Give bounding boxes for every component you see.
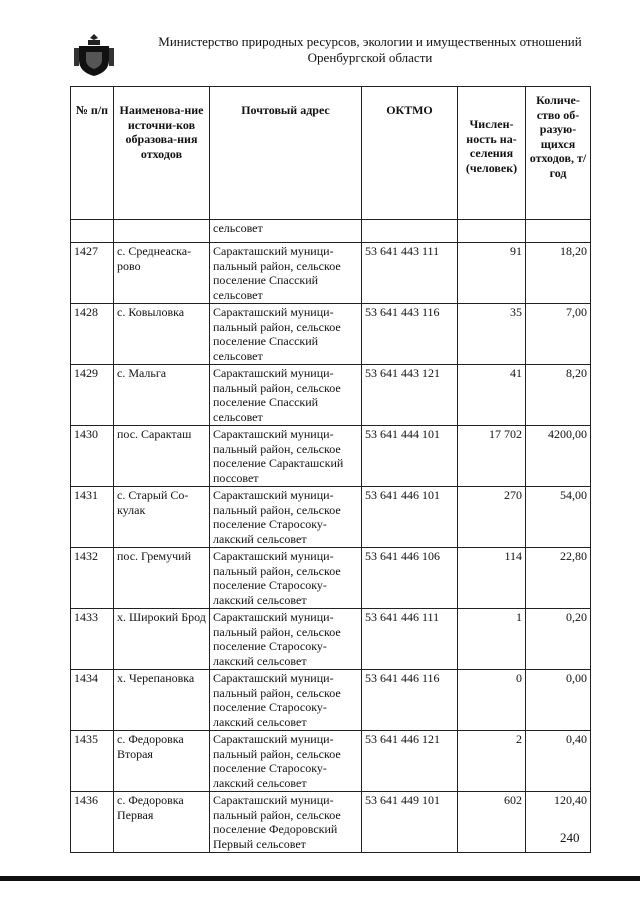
cell-address: Саракташский муници-пальный район, сельское поселение Старосоку-лакский сельсовет (210, 609, 362, 670)
cell-oktmo: 53 641 443 121 (362, 365, 458, 426)
table-row (71, 609, 591, 670)
cell-number: 1434 (71, 670, 114, 731)
col-header-waste: Количе-ство об-разую-щихся отходов, т/год (526, 87, 591, 220)
cell-source-name: с. Среднеаска-рово (114, 243, 210, 304)
ministry-name-line-1: Министерство природных ресурсов, экологии и имущественных отношений (158, 34, 582, 49)
cell-population: 2 (458, 731, 526, 792)
cell-number: 1431 (71, 487, 114, 548)
cell-waste: 7,00 (526, 304, 591, 365)
cell-waste: 0,40 (526, 731, 591, 792)
col-header-address: Почтовый адрес (210, 87, 362, 220)
cell-population: 35 (458, 304, 526, 365)
cell-address: Саракташский муници-пальный район, сельское поселение Федоровский Первый сельсовет (210, 792, 362, 853)
waste-sources-table (70, 86, 591, 853)
table-header-row (71, 87, 591, 220)
cell-oktmo: 53 641 446 116 (362, 670, 458, 731)
cell-source-name: с. Ковыловка (114, 304, 210, 365)
cell-source-name: с. Старый Со-кулак (114, 487, 210, 548)
cell-waste: 4200,00 (526, 426, 591, 487)
cell-oktmo: 53 641 446 101 (362, 487, 458, 548)
cell-number: 1428 (71, 304, 114, 365)
cell-number: 1430 (71, 426, 114, 487)
cell-waste: 8,20 (526, 365, 591, 426)
cell-population: 1 (458, 609, 526, 670)
cell-address: Саракташский муници-пальный район, сельское поселение Старосоку-лакский сельсовет (210, 487, 362, 548)
cell-oktmo: 53 641 446 106 (362, 548, 458, 609)
cell-source-name: х. Черепановка (114, 670, 210, 731)
table-row-continuation (71, 220, 591, 243)
cell-population: 91 (458, 243, 526, 304)
cell-address: Саракташский муници-пальный район, сельское поселение Саракташский поссовет (210, 426, 362, 487)
cell-population: 17 702 (458, 426, 526, 487)
bottom-scan-border (0, 876, 640, 881)
cell-number: 1429 (71, 365, 114, 426)
cell-address: Саракташский муници-пальный район, сельское поселение Старосоку-лакский сельсовет (210, 670, 362, 731)
cell-address: Саракташский муници-пальный район, сельское поселение Старосоку-лакский сельсовет (210, 731, 362, 792)
cell-waste: 120,40 (526, 792, 591, 853)
cell-source-name: пос. Саракташ (114, 426, 210, 487)
table-row (71, 426, 591, 487)
cell-waste: 22,80 (526, 548, 591, 609)
ministry-name-line-2: Оренбургской области (307, 50, 433, 65)
cell-number: 1433 (71, 609, 114, 670)
table-row (71, 670, 591, 731)
col-header-oktmo: ОКТМО (362, 87, 458, 220)
table-row (71, 243, 591, 304)
cell-source-name: пос. Гремучий (114, 548, 210, 609)
cell-number: 1432 (71, 548, 114, 609)
table-row (71, 487, 591, 548)
table-row (71, 792, 591, 853)
cell-population: 270 (458, 487, 526, 548)
cell-population: 0 (458, 670, 526, 731)
cell-source-name: с. Федоровка Вторая (114, 731, 210, 792)
cell-oktmo: 53 641 443 111 (362, 243, 458, 304)
cell-source-name: с. Федоровка Первая (114, 792, 210, 853)
table-row (71, 731, 591, 792)
cell-source-name: с. Мальга (114, 365, 210, 426)
cell-waste: 18,20 (526, 243, 591, 304)
cell-address: Саракташский муници-пальный район, сельское поселение Спасский сельсовет (210, 243, 362, 304)
cell-waste: 0,20 (526, 609, 591, 670)
cell-number: 1427 (71, 243, 114, 304)
cell-address: Саракташский муници-пальный район, сельское поселение Спасский сельсовет (210, 304, 362, 365)
cell-oktmo: 53 641 444 101 (362, 426, 458, 487)
cell-address: Саракташский муници-пальный район, сельское поселение Старосоку-лакский сельсовет (210, 548, 362, 609)
cell-oktmo: 53 641 449 101 (362, 792, 458, 853)
cell-waste: 54,00 (526, 487, 591, 548)
document-header (70, 30, 630, 80)
cell-number: 1436 (71, 792, 114, 853)
cell-address: сельсовет (210, 220, 362, 243)
col-header-source-name: Наименова-ние источни-ков образова-ния отходов (114, 87, 210, 220)
cell-population: 41 (458, 365, 526, 426)
col-header-number: № п/п (71, 87, 114, 220)
table-row (71, 304, 591, 365)
cell-oktmo: 53 641 446 121 (362, 731, 458, 792)
cell-oktmo: 53 641 443 116 (362, 304, 458, 365)
cell-source-name: х. Широкий Брод (114, 609, 210, 670)
cell-address: Саракташский муници-пальный район, сельское поселение Спасский сельсовет (210, 365, 362, 426)
table-row (71, 365, 591, 426)
col-header-population: Числен-ность на-селения (человек) (458, 87, 526, 220)
page-number: 240 (560, 830, 580, 845)
cell-number: 1435 (71, 731, 114, 792)
cell-population: 114 (458, 548, 526, 609)
table-row (71, 548, 591, 609)
cell-oktmo: 53 641 446 111 (362, 609, 458, 670)
cell-population: 602 (458, 792, 526, 853)
cell-waste: 0,00 (526, 670, 591, 731)
